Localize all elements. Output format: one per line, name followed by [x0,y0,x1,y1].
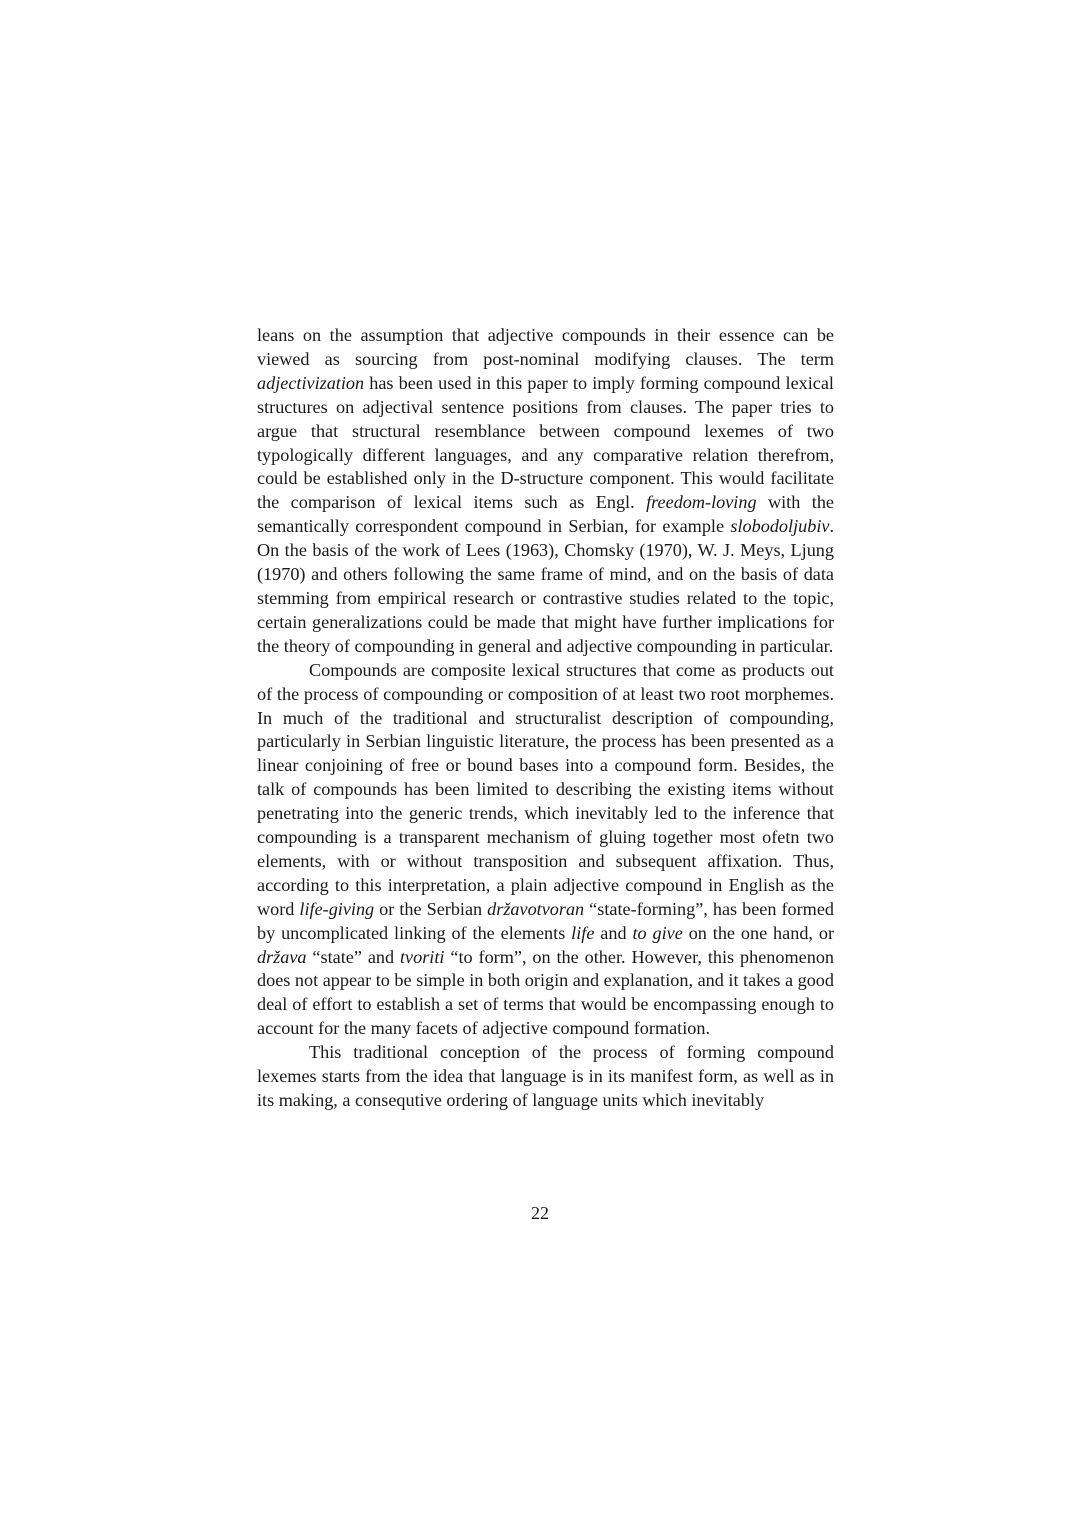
text-run: has been used in this paper to imply forming compound lexical structures on adjectival sentence positions from clauses. The paper tries to argue that structural resemblance between compound lexemes of two typologically different languages, and any comparative relation therefrom, could be established only in the D-structure component. This would facilitate the comparison of lexical items such as Engl. [257,372,834,513]
italic-term: adjectivization [257,372,365,393]
text-run: and [594,922,633,943]
text-run: with the semantically correspondent compound in Serbian, for example [257,492,835,537]
italic-term: to give [632,922,683,943]
text-run: on the one hand, or [682,922,835,943]
text-run: “state-forming”, has been formed by uncomplicated linking of the elements [257,898,834,943]
italic-term: slobodoljubiv [730,516,830,537]
body-text [257,324,834,1113]
page-number: 22 [531,1203,549,1223]
text-run: “to form”, on the other. However, this phenomenon does not appear to be simple in both origin and explanation, and it takes a good deal of effort to establish a set of terms that would be encompassing enough to account for the many facets of adjective compound formation. [257,946,835,1039]
text-run: “state” and [306,946,400,967]
paragraph-2 [257,659,834,1042]
text-run: Compounds are composite lexical structures that come as products out of the process of compounding or composition of at least two root morphemes. In much of the traditional and structuralist description of compounding, particularly in Serbian linguistic literature, the process has been presented as a linear conjoining of free or bound bases into a compound form. Besides, the talk of compounds has been limited to describing the existing items without penetrating into the generic trends, which inevitably led to the inference that compounding is a transparent mechanism of gluing together most ofetn two elements, with or without transposition and subsequent affixation. Thus, according to this interpretation, a plain adjective compound in English as the word [257,659,834,919]
italic-term: tvoriti [400,946,445,967]
italic-term: life-giving [299,898,375,919]
text-run: This traditional conception of the process of forming compound lexemes starts from the idea that language is in its manifest form, as well as in its making, a consequtive ordering of language units which inevitably [257,1042,834,1110]
text-run: . On the basis of the work of Lees (1963), Chomsky (1970), W. J. Meys, Ljung (1970) and others following the same frame of mind, and on the basis of data stemming from empirical research or contrastive studies related to the topic, certain generalizations could be made that might have further implications for the theory of compounding in general and adjective compounding in particular. [257,516,834,656]
italic-term: državotvoran [487,898,585,919]
text-run: leans on the assumption that adjective compounds in their essence can be viewed as sourcing from post-nominal modifying clauses. The term [257,325,834,369]
italic-term: država [257,946,307,967]
paragraph-3 [257,1041,834,1113]
text-run: or the Serbian [374,898,488,919]
paragraph-1 [257,324,834,659]
italic-term: life [571,922,595,943]
italic-term: freedom-loving [646,492,757,513]
